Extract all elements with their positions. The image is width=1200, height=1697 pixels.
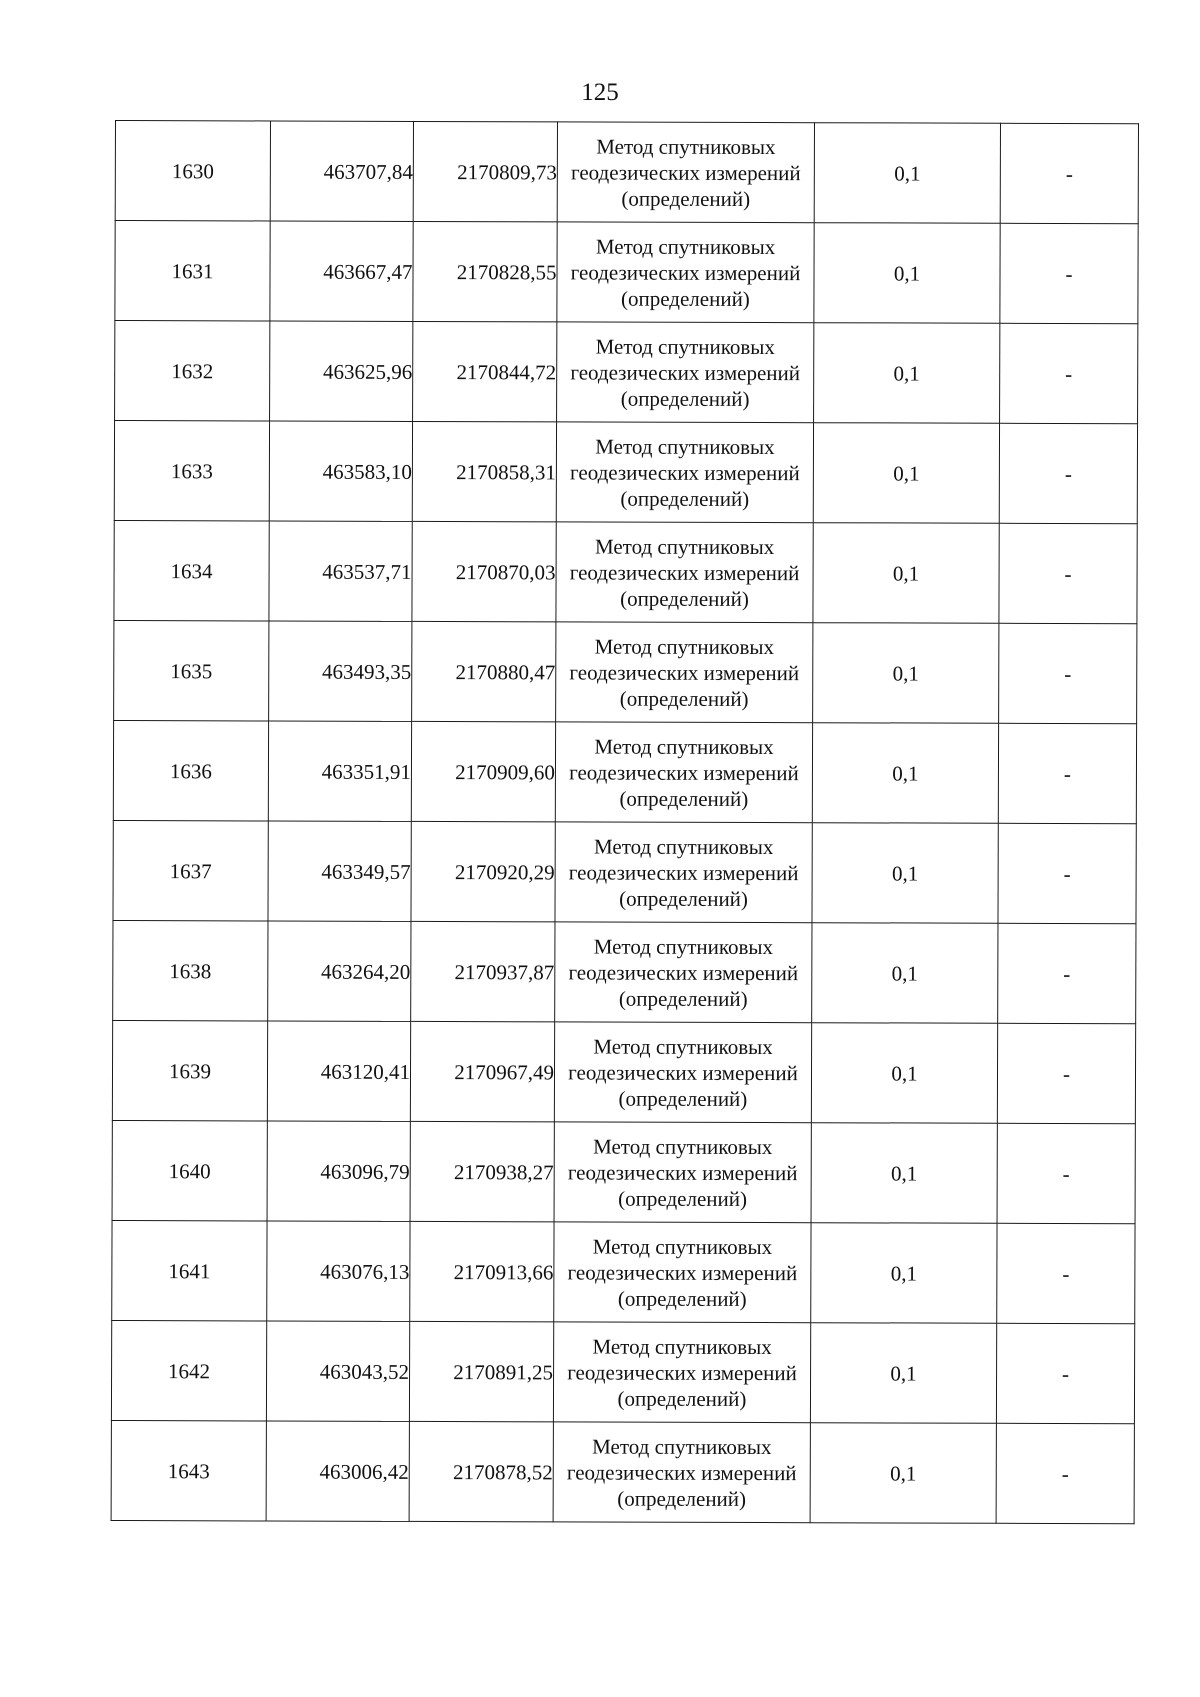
y-coordinate-cell: 2170967,49	[410, 1021, 554, 1121]
x-coordinate-cell: 463349,57	[268, 821, 411, 921]
method-line: (определений)	[621, 186, 751, 211]
point-number-cell: 1634	[114, 520, 269, 620]
description-cell: -	[999, 423, 1137, 523]
method-cell	[555, 722, 812, 823]
method-line: (определений)	[619, 686, 749, 711]
method-line: геодезических измерений	[567, 1359, 797, 1385]
y-coordinate-cell: 2170870,03	[412, 521, 556, 621]
description-cell: -	[998, 823, 1136, 923]
accuracy-cell: 0,1	[812, 823, 998, 924]
description-cell: -	[998, 923, 1136, 1023]
y-coordinate-cell: 2170891,25	[409, 1321, 553, 1421]
point-number-cell: 1633	[114, 421, 269, 521]
method-line: геодезических измерений	[567, 1259, 798, 1285]
description-cell: -	[997, 1023, 1135, 1123]
accuracy-cell: 0,1	[812, 723, 998, 824]
point-number-cell: 1637	[113, 820, 268, 920]
method-line: геодезических измерений	[568, 1059, 798, 1085]
method-line: (определений)	[620, 586, 749, 611]
description-cell: -	[1000, 323, 1138, 423]
description-cell: -	[996, 1323, 1134, 1423]
description-cell: -	[997, 1123, 1135, 1223]
method-line: (определений)	[618, 1186, 748, 1211]
method-cell	[557, 122, 814, 223]
x-coordinate-cell: 463351,91	[268, 721, 411, 821]
table-row	[112, 1220, 1135, 1323]
y-coordinate-cell: 2170937,87	[411, 921, 555, 1021]
table-row	[114, 620, 1137, 723]
method-cell	[555, 822, 812, 923]
coordinates-table-body	[111, 121, 1138, 1524]
method-line: (определений)	[617, 1386, 747, 1411]
method-cell	[555, 922, 812, 1023]
method-cell	[554, 1122, 811, 1223]
method-line: Метод спутниковых	[594, 634, 775, 659]
method-line: (определений)	[617, 1286, 747, 1311]
x-coordinate-cell: 463537,71	[269, 521, 412, 621]
method-cell	[553, 1322, 810, 1423]
coordinates-table	[111, 120, 1139, 1524]
table-row	[111, 1420, 1134, 1523]
accuracy-cell: 0,1	[814, 323, 1000, 424]
method-line: геодезических измерений	[566, 1459, 797, 1485]
description-cell: -	[996, 1423, 1134, 1523]
table-row	[112, 1020, 1135, 1123]
method-line: геодезических измерений	[568, 859, 799, 885]
method-cell	[556, 622, 813, 723]
table-row	[111, 1320, 1134, 1423]
description-cell: -	[999, 523, 1137, 623]
x-coordinate-cell: 463667,47	[270, 221, 413, 321]
point-number-cell: 1632	[115, 321, 270, 421]
accuracy-cell: 0,1	[811, 1123, 997, 1224]
method-cell	[557, 222, 814, 323]
point-number-cell: 1643	[111, 1420, 266, 1520]
point-number-cell: 1631	[115, 221, 270, 321]
method-cell	[554, 1022, 811, 1123]
table-row	[115, 121, 1138, 224]
description-cell: -	[999, 623, 1137, 723]
x-coordinate-cell: 463625,96	[270, 321, 413, 421]
x-coordinate-cell: 463707,84	[270, 121, 413, 221]
method-line: (определений)	[618, 1086, 748, 1111]
point-number-cell: 1636	[113, 720, 268, 820]
description-cell: -	[998, 723, 1136, 823]
method-line: Метод спутниковых	[595, 234, 776, 259]
table-row	[115, 221, 1138, 324]
method-line: геодезических измерений	[569, 759, 799, 785]
method-cell	[557, 322, 814, 423]
method-line: (определений)	[619, 786, 749, 811]
y-coordinate-cell: 2170828,55	[413, 221, 557, 321]
point-number-cell: 1640	[112, 1120, 267, 1220]
x-coordinate-cell: 463006,42	[266, 1421, 409, 1521]
y-coordinate-cell: 2170880,47	[412, 621, 556, 721]
accuracy-cell: 0,1	[810, 1423, 996, 1524]
accuracy-cell: 0,1	[812, 923, 998, 1024]
y-coordinate-cell: 2170809,73	[413, 121, 557, 221]
point-number-cell: 1642	[111, 1320, 266, 1420]
method-line: Метод спутниковых	[592, 1434, 772, 1459]
method-line: геодезических измерений	[570, 159, 801, 185]
method-line: геодезических измерений	[567, 1159, 798, 1185]
method-line: геодезических измерений	[569, 559, 800, 585]
method-line: геодезических измерений	[569, 659, 800, 685]
method-line: (определений)	[620, 486, 750, 511]
method-line: Метод спутниковых	[593, 1134, 773, 1159]
y-coordinate-cell: 2170938,27	[410, 1121, 554, 1221]
point-number-cell: 1635	[114, 620, 269, 720]
method-line: (определений)	[620, 386, 750, 411]
method-line: Метод спутниковых	[595, 334, 775, 359]
x-coordinate-cell: 463493,35	[269, 621, 412, 721]
x-coordinate-cell: 463076,13	[267, 1221, 410, 1321]
description-cell: -	[1000, 223, 1138, 323]
accuracy-cell: 0,1	[813, 523, 999, 624]
table-row	[114, 520, 1137, 623]
method-line: Метод спутниковых	[596, 134, 776, 159]
point-number-cell: 1638	[113, 920, 268, 1020]
table-row	[112, 1120, 1135, 1223]
accuracy-cell: 0,1	[810, 1323, 996, 1424]
method-line: (определений)	[620, 286, 750, 311]
method-line: Метод спутниковых	[593, 934, 774, 959]
accuracy-cell: 0,1	[814, 123, 1000, 224]
accuracy-cell: 0,1	[811, 1023, 997, 1124]
x-coordinate-cell: 463096,79	[267, 1121, 410, 1221]
accuracy-cell: 0,1	[813, 423, 999, 524]
x-coordinate-cell: 463043,52	[266, 1321, 409, 1421]
y-coordinate-cell: 2170920,29	[411, 821, 555, 921]
accuracy-cell: 0,1	[814, 223, 1000, 324]
method-cell	[553, 1422, 810, 1523]
point-number-cell: 1630	[115, 121, 270, 221]
method-line: Метод спутниковых	[594, 834, 774, 859]
x-coordinate-cell: 463120,41	[267, 1021, 410, 1121]
method-line: геодезических измерений	[568, 959, 799, 985]
method-line: Метод спутниковых	[595, 434, 775, 459]
y-coordinate-cell: 2170858,31	[412, 421, 556, 521]
page-number: 125	[581, 79, 619, 106]
method-line: геодезических измерений	[570, 259, 801, 285]
method-line: Метод спутниковых	[594, 734, 774, 759]
point-number-cell: 1639	[112, 1020, 267, 1120]
x-coordinate-cell: 463583,10	[269, 421, 412, 521]
method-cell	[554, 1222, 811, 1323]
table-row	[113, 820, 1136, 923]
method-line: (определений)	[619, 886, 748, 911]
method-line: (определений)	[617, 1486, 747, 1511]
y-coordinate-cell: 2170913,66	[410, 1221, 554, 1321]
method-line: геодезических измерений	[570, 359, 801, 385]
method-line: Метод спутниковых	[592, 1234, 773, 1259]
accuracy-cell: 0,1	[813, 623, 999, 724]
table-row	[113, 920, 1136, 1023]
table-row	[114, 421, 1137, 524]
method-cell	[556, 522, 813, 623]
y-coordinate-cell: 2170878,52	[409, 1421, 553, 1521]
method-cell	[556, 422, 813, 523]
method-line: Метод спутниковых	[592, 1334, 772, 1359]
y-coordinate-cell: 2170844,72	[413, 321, 557, 421]
method-line: Метод спутниковых	[593, 1034, 773, 1059]
method-line: (определений)	[618, 986, 748, 1011]
method-line: Метод спутниковых	[594, 534, 775, 559]
description-cell: -	[997, 1223, 1135, 1323]
table-row	[115, 321, 1138, 424]
point-number-cell: 1641	[112, 1220, 267, 1320]
table-row	[113, 720, 1136, 823]
y-coordinate-cell: 2170909,60	[411, 721, 555, 821]
method-line: геодезических измерений	[570, 459, 800, 485]
x-coordinate-cell: 463264,20	[268, 921, 411, 1021]
description-cell: -	[1000, 123, 1138, 223]
accuracy-cell: 0,1	[811, 1223, 997, 1324]
